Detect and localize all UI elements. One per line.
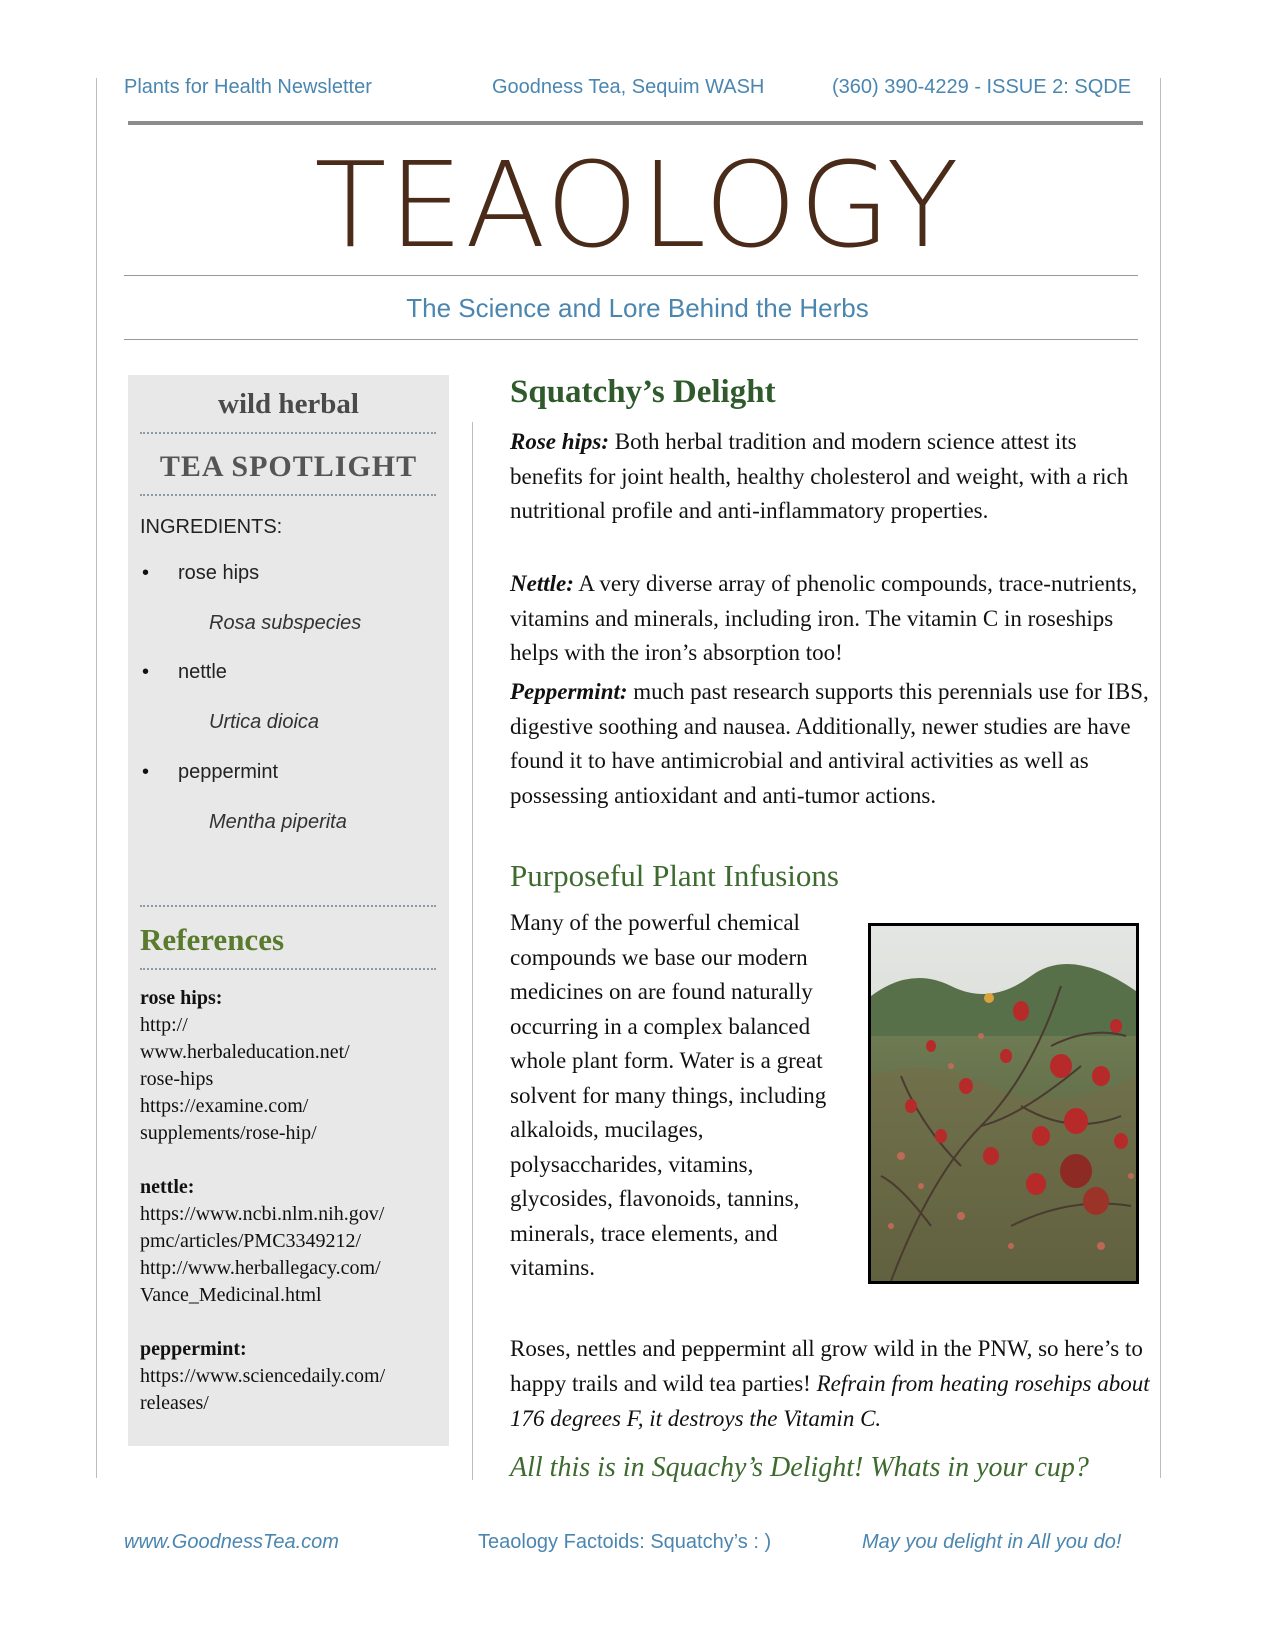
tagline: All this is in Squachy’s Delight! Whats in your cup? <box>510 1452 1089 1483</box>
bullet-icon: • <box>142 562 150 584</box>
reference-url: https://www.sciencedaily.com/ <box>140 1365 386 1387</box>
closing-text: Roses, nettles and peppermint all grow wild in the PNW, so here’s to happy trails and wild tea parties! <box>510 1336 1143 1396</box>
sidebar-dotted-divider <box>140 968 436 970</box>
ingredients-label: INGREDIENTS: <box>140 516 283 538</box>
reference-url: Vance_Medicinal.html <box>140 1284 322 1306</box>
rose-hips-text: Both herbal tradition and modern science attest its benefits for joint health, healthy cholesterol and weight, with a rich nutritional profile and anti-inflammatory properties. <box>510 429 1129 523</box>
reference-url: supplements/rose-hip/ <box>140 1122 317 1144</box>
reference-url: http://www.herballegacy.com/ <box>140 1257 381 1279</box>
sidebar-title-wild-herbal: wild herbal <box>218 388 359 420</box>
ingredient-scientific-name: Rosa subspecies <box>209 612 362 634</box>
paragraph-peppermint <box>510 675 1150 813</box>
left-margin-line <box>96 78 97 1478</box>
column-divider <box>472 422 473 1480</box>
sidebar-dotted-divider <box>140 905 436 907</box>
bullet-icon: • <box>142 661 150 683</box>
masthead-rule-bottom <box>124 339 1138 340</box>
ingredient-name: peppermint <box>178 761 279 783</box>
reference-url: https://examine.com/ <box>140 1095 309 1117</box>
sidebar-title-spotlight: TEA SPOTLIGHT <box>159 450 418 483</box>
paragraph-rose-hips <box>510 425 1150 529</box>
reference-label: rose hips: <box>140 987 223 1009</box>
footer-motto: May you delight in All you do! <box>862 1531 1122 1553</box>
reference-url: releases/ <box>140 1392 209 1414</box>
footer-website: www.GoodnessTea.com <box>124 1531 339 1553</box>
bullet-icon: • <box>142 761 150 783</box>
masthead-rule-top <box>124 275 1138 276</box>
section-heading-infusions: Purposeful Plant Infusions <box>510 858 839 893</box>
right-margin-line <box>1160 78 1161 1478</box>
footer-factoids: Teaology Factoids: Squatchy’s : ) <box>478 1531 772 1553</box>
reference-label: peppermint: <box>140 1338 247 1360</box>
paragraph-nettle <box>510 567 1150 671</box>
reference-url: rose-hips <box>140 1068 214 1090</box>
masthead-title: TEAOLOGY <box>314 136 961 274</box>
sidebar-dotted-divider <box>140 432 436 434</box>
header-company: Goodness Tea, Sequim WASH <box>492 76 765 98</box>
ingredient-scientific-name: Urtica dioica <box>209 711 320 733</box>
paragraph-closing <box>510 1331 1150 1436</box>
header-issue: (360) 390-4229 - ISSUE 2: SQDE <box>832 76 1132 98</box>
closing-warning: Refrain from heating rosehips about 176 degrees F, it destroys the Vitamin C. <box>510 1371 1150 1431</box>
article-title: Squatchy’s Delight <box>510 374 776 410</box>
paragraph-infusions: Many of the powerful chemical compounds we base our modern medicines on are found naturally occurring in a complex balanced whole plant form. Water is a great solvent for many things, including alkaloids, mucilages, polysaccharides, vitamins, glycosides, flavonoids, tannins, minerals, trace elements, and vitamins. <box>510 910 827 1280</box>
reference-nettle <box>140 1174 445 1309</box>
reference-rose-hips <box>140 985 445 1147</box>
sidebar-dotted-divider <box>140 494 436 496</box>
reference-peppermint <box>140 1336 445 1417</box>
reference-url: http:// <box>140 1014 188 1036</box>
page-subtitle: The Science and Lore Behind the Herbs <box>406 293 869 323</box>
reference-url: www.herbaleducation.net/ <box>140 1041 350 1063</box>
ingredient-name: nettle <box>178 661 227 683</box>
reference-label: nettle: <box>140 1176 195 1198</box>
rose-hips-lead: Rose hips: <box>510 429 610 454</box>
nettle-lead: Nettle: <box>510 571 574 596</box>
nettle-text: A very diverse array of phenolic compounds, trace-nutrients, vitamins and minerals, including iron. The vitamin C in roseships helps with the iron’s absorption too! <box>510 571 1138 665</box>
rose-hips-photo-illustration <box>871 926 1136 1281</box>
ingredient-name: rose hips <box>178 562 260 584</box>
peppermint-text: much past research supports this perennials use for IBS, digestive soothing and nausea. Additionally, newer studies are have found it to have antimicrobial and antiviral activities as well as possessing antioxidant and anti-tumor actions. <box>510 679 1149 808</box>
peppermint-lead: Peppermint: <box>510 679 628 704</box>
reference-url: https://www.ncbi.nlm.nih.gov/ <box>140 1203 385 1225</box>
references-heading: References <box>140 922 285 957</box>
rose-hips-photo <box>868 923 1139 1284</box>
header-newsletter-name: Plants for Health Newsletter <box>124 76 372 98</box>
reference-url: pmc/articles/PMC3349212/ <box>140 1230 362 1252</box>
header-divider <box>128 121 1143 125</box>
ingredient-scientific-name: Mentha piperita <box>209 811 347 833</box>
